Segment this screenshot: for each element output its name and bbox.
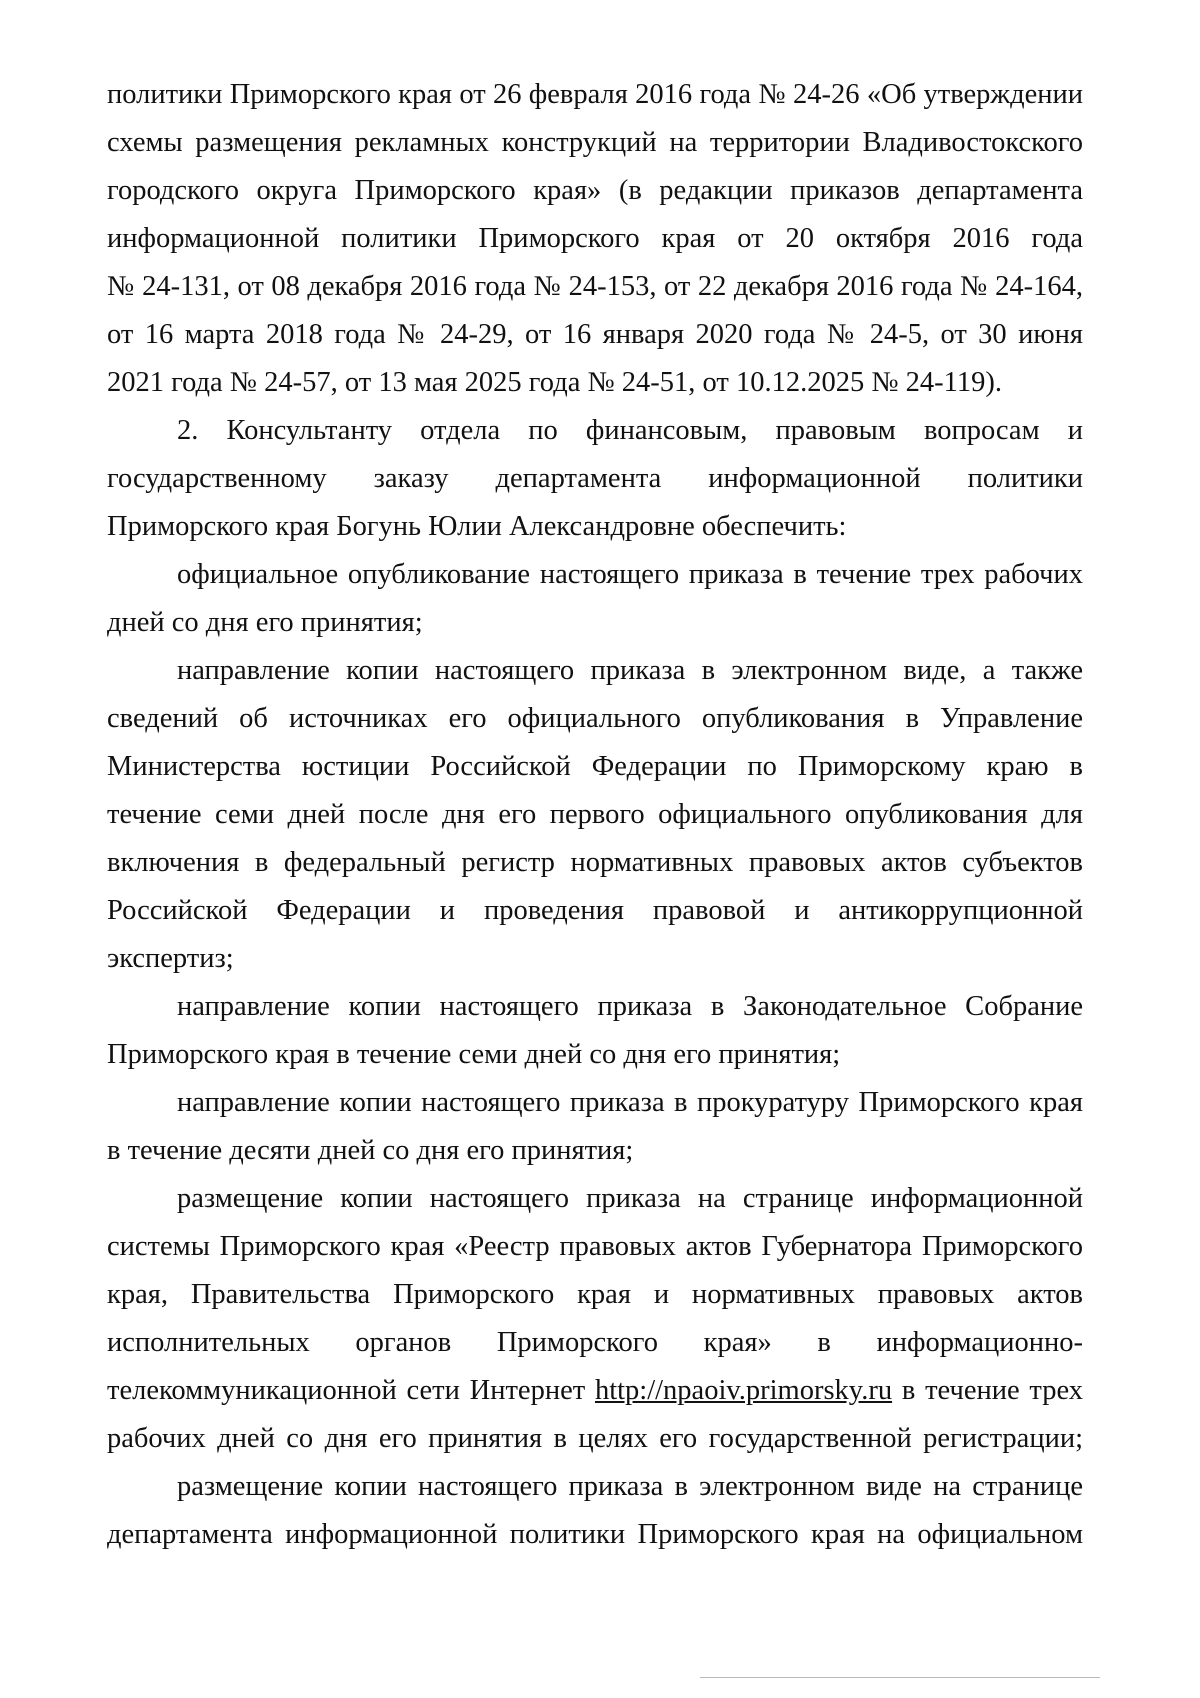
text-line: включения в федеральный регистр нормативных правовых актов субъектов — [107, 847, 1083, 878]
text-line: сведений об источниках его официального опубликования в Управление — [107, 703, 1083, 734]
text-line: исполнительных органов Приморского края» в информационно- — [107, 1327, 1083, 1358]
text-line: края, Правительства Приморского края и нормативных правовых актов — [107, 1279, 1083, 1310]
text-line: городского округа Приморского края» (в редакции приказов департамента — [107, 175, 1083, 206]
text-line: рабочих дней со дня его принятия в целях его государственной регистрации; — [107, 1423, 1083, 1454]
text-line: информационной политики Приморского края от 20 октября 2016 года — [107, 223, 1083, 254]
text-line: схемы размещения рекламных конструкций на территории Владивостокского — [107, 127, 1083, 158]
text-line: Приморского края в течение семи дней со дня его принятия; — [107, 1039, 841, 1070]
text-line: политики Приморского края от 26 февраля 2016 года № 24-26 «Об утверждении — [107, 79, 1083, 110]
text-line-with-link — [107, 1374, 1083, 1408]
paragraph-first-line: направление копии настоящего приказа в электронном виде, а также — [177, 655, 1083, 686]
text-line: департамента информационной политики Приморского края на официальном — [107, 1519, 1083, 1550]
link-line-after: в течение трех — [901, 1375, 1083, 1406]
npaoiv-link[interactable]: http://npaoiv.primorsky.ru — [594, 1375, 893, 1406]
paragraph-first-line: размещение копии настоящего приказа на странице информационной — [177, 1183, 1083, 1214]
paragraph-first-line: размещение копии настоящего приказа в электронном виде на странице — [177, 1471, 1083, 1502]
text-line: от 16 марта 2018 года № 24-29, от 16 января 2020 года № 24-5, от 30 июня — [107, 319, 1083, 350]
footer-rule — [700, 1677, 1100, 1678]
text-line: Министерства юстиции Российской Федерации по Приморскому краю в — [107, 751, 1083, 782]
link-line-before: телекоммуникационной сети Интернет — [107, 1375, 586, 1406]
text-line: экспертиз; — [107, 943, 234, 974]
paragraph-first-line: направление копии настоящего приказа в Законодательное Собрание — [177, 991, 1083, 1022]
text-line: 2021 года № 24-57, от 13 мая 2025 года № 24-51, от 10.12.2025 № 24-119). — [107, 367, 1002, 398]
text-line: Приморского края Богунь Юлии Александровне обеспечить: — [107, 511, 847, 542]
text-line: системы Приморского края «Реестр правовых актов Губернатора Приморского — [107, 1231, 1083, 1262]
text-line: Российской Федерации и проведения правовой и антикоррупционной — [107, 895, 1083, 926]
text-line: течение семи дней после дня его первого официального опубликования для — [107, 799, 1083, 830]
paragraph-first-line: официальное опубликование настоящего приказа в течение трех рабочих — [177, 559, 1083, 590]
text-line: дней со дня его принятия; — [107, 607, 423, 638]
paragraph-first-line: 2. Консультанту отдела по финансовым, правовым вопросам и — [177, 415, 1083, 446]
paragraph-first-line: направление копии настоящего приказа в прокуратуру Приморского края — [177, 1087, 1083, 1118]
text-line: государственному заказу департамента информационной политики — [107, 463, 1083, 494]
text-line: в течение десяти дней со дня его принятия; — [107, 1135, 634, 1166]
text-line: № 24-131, от 08 декабря 2016 года № 24-153, от 22 декабря 2016 года № 24-164, — [107, 271, 1083, 302]
